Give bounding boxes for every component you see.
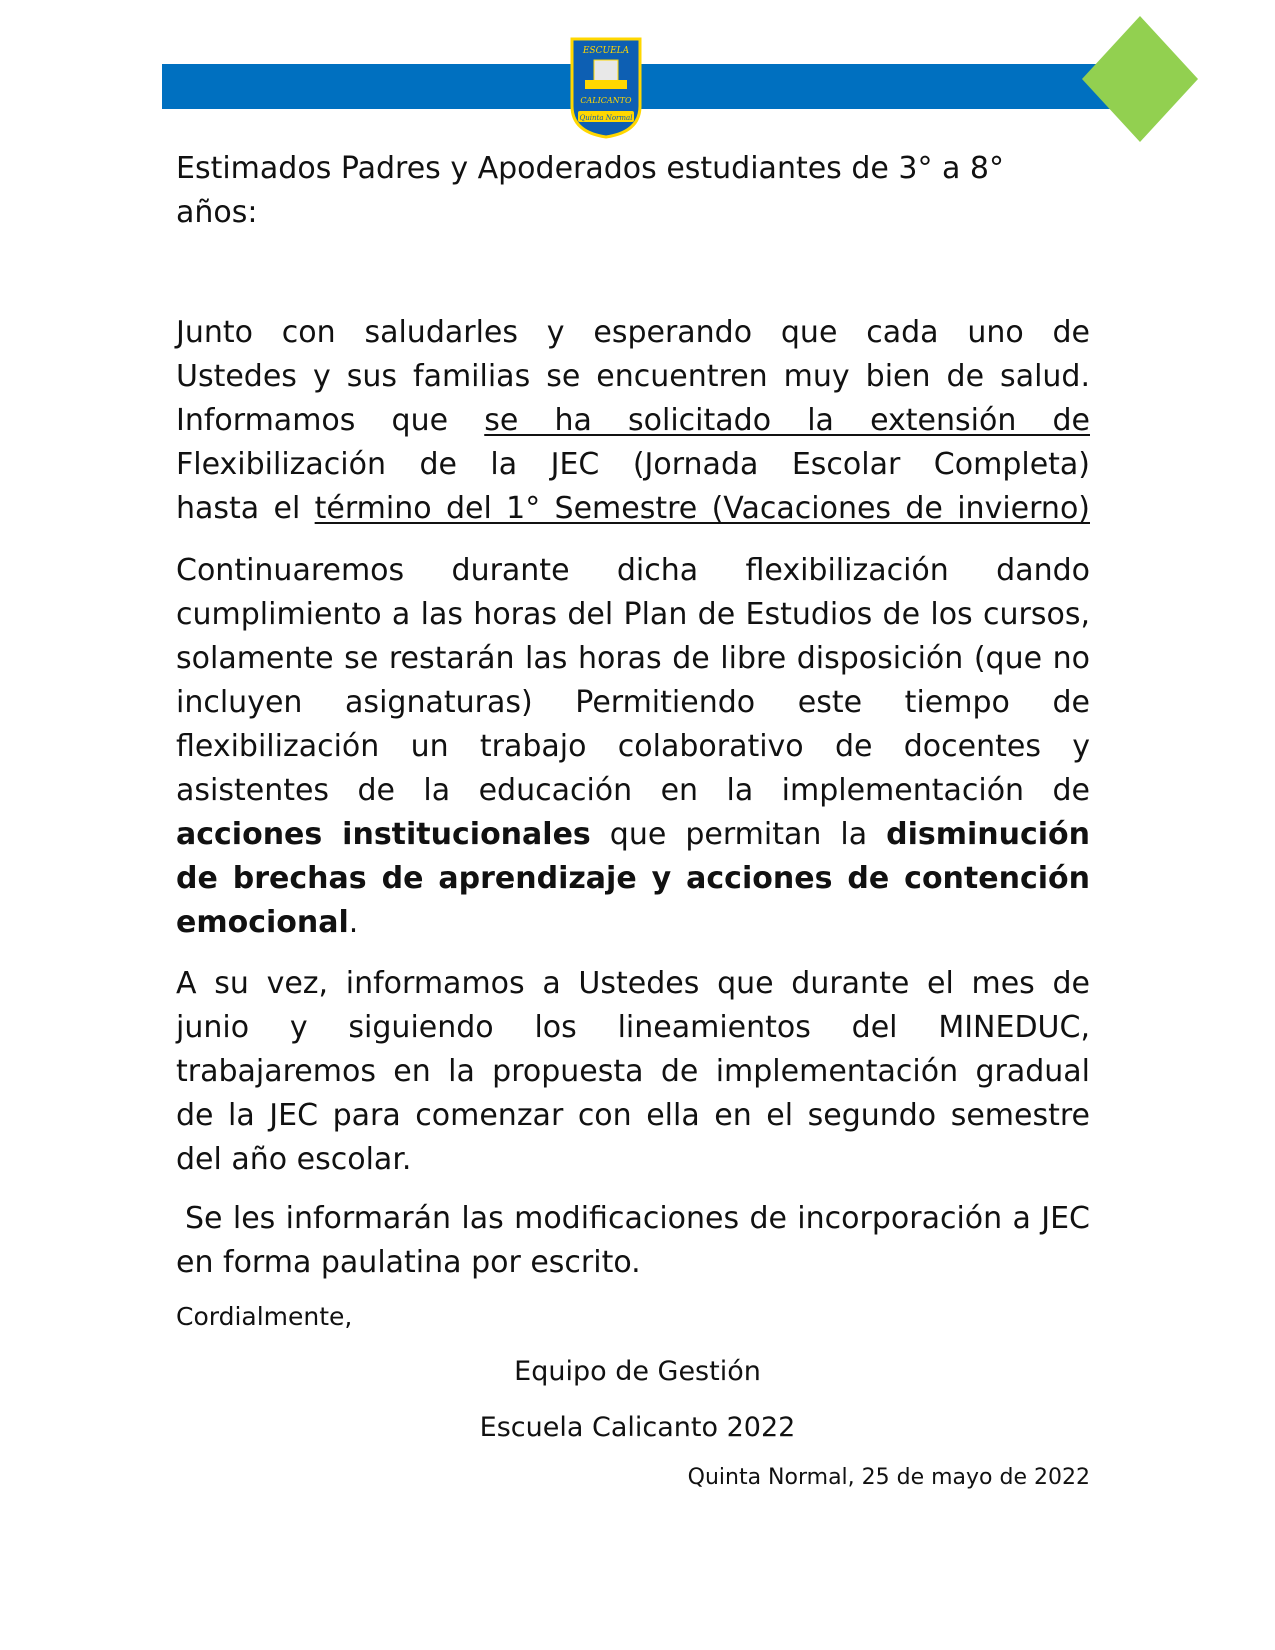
para2-end: . [348,905,359,940]
para1-line5-underlined: término del 1° Semestre (Vacaciones de invierno) [314,491,1090,526]
school-logo [568,36,644,140]
para1-line5-text: hasta el [176,491,315,526]
diamond-shape [1082,16,1198,142]
para2-bold-actions: acciones institucionales [176,817,591,852]
para1-line3-text: Informamos que [176,403,485,438]
paragraph-notice: Se les informarán las modificaciones de incorporación a JEC en forma paulatina por escrito. [176,1201,1090,1280]
place-date: Quinta Normal, 25 de mayo de 2022 [687,1465,1090,1490]
closing: Cordialmente, [176,1302,353,1331]
logo-line2: CALICANTO [580,96,632,105]
decorative-diamond [1082,16,1198,142]
para1-line1: Junto con saludarles y esperando que cada uno de [176,315,1090,350]
logo-line1: ESCUELA [582,46,630,56]
para1-line3-underlined: se ha solicitado la extensión de [484,403,1090,438]
logo-line3: Quinta Normal [579,114,633,122]
paragraph-intro [176,311,1090,531]
para1-line2: Ustedes y sus familias se encuentren muy bien de salud. [176,359,1090,394]
logo-emblem [594,60,618,82]
paragraph-flexibilization [176,549,1090,945]
paragraph-june-plan: A su vez, informamos a Ustedes que durante el mes de junio y siguiendo los lineamientos del MINEDUC, trabajaremos en la propuesta de implementación gradual de la JEC para comenzar con ella en el segundo semestre del año escolar. [176,966,1090,1177]
signer-team: Equipo de Gestión [514,1356,761,1387]
logo-emblem-detail [585,80,627,89]
letter-greeting [176,147,1090,235]
signer-school: Escuela Calicanto 2022 [479,1412,796,1443]
para2-bold-gaps: disminución de brechas de aprendizaje y acciones de contención emocional [176,817,1091,940]
para2-text: Continuaremos durante dicha flexibilización dando cumplimiento a las horas del Plan de Estudios de los cursos, solamente se restarán las horas de libre disposición (que no incluyen asignaturas) Permitiendo este tiempo de flexibilización un trabajo colaborativo de docentes y asistentes de la educación en la implementación de [176,553,1090,808]
para2-mid: que permitan la [590,817,887,852]
greeting-line2: años: [176,195,258,230]
greeting-line1: Estimados Padres y Apoderados estudiantes de 3° a 8° [176,151,1005,186]
para1-line4: Flexibilización de la JEC (Jornada Escolar Completa) [176,447,1090,482]
